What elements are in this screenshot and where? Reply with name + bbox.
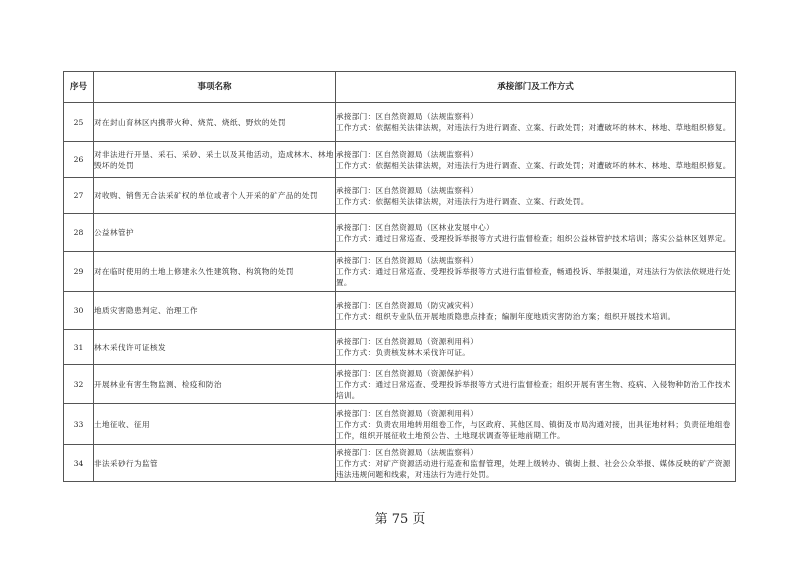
table-row [64,404,736,445]
row-number: 25 [64,103,94,142]
table-row [64,252,736,292]
matter-name: 对在封山育林区内携带火种、烧荒、烧纸、野炊的处罚 [94,103,336,142]
matter-name: 土地征收、征用 [94,404,336,445]
dept-method [336,445,736,482]
dept-method [336,252,736,292]
row-number: 33 [64,404,94,445]
page-number: 第 75 页 [374,512,426,527]
matter-name: 开展林业有害生物监测、检疫和防治 [94,365,336,404]
row-number: 27 [64,178,94,214]
table-row [64,103,736,142]
dept-text: 承接部门：区自然资源局（资源保护科） [336,368,479,378]
dept-method [336,178,736,214]
table-row [64,292,736,330]
header-dept: 承接部门及工作方式 [336,72,736,103]
method-text: 工作方式：依据相关法律法规，对违法行为进行调查、立案、行政处罚。 [336,196,589,206]
matter-name: 非法采砂行为监管 [94,445,336,482]
dept-method [336,292,736,330]
matter-name: 地质灾害隐患判定、治理工作 [94,292,336,330]
dept-method [336,404,736,445]
row-number: 28 [64,214,94,252]
table-header-row [64,72,736,103]
row-number: 34 [64,445,94,482]
method-text: 工作方式：组织专业队伍开展地质隐患点排查；编制年度地质灾害防治方案；组织开展技术培训。 [336,311,676,321]
table-row [64,142,736,178]
header-name: 事项名称 [94,72,336,103]
matter-name: 对非法进行开垦、采石、采砂、采土以及其他活动，造成林木、林地毁坏的处罚 [94,142,336,178]
dept-method [336,330,736,365]
dept-text: 承接部门：区自然资源局（区林业发展中心） [336,222,494,232]
matter-name: 对在临时使用的土地上修建永久性建筑物、构筑物的处罚 [94,252,336,292]
dept-text: 承接部门：区自然资源局（法规监察科） [336,112,479,121]
table-row [64,214,736,252]
dept-text: 承接部门：区自然资源局（法规监察科） [336,256,479,265]
dept-text: 承接部门：区自然资源局（防灾减灾科） [336,300,479,310]
method-text: 工作方式：依据相关法律法规，对违法行为进行调查、立案、行政处罚；对遭破坏的林木、林地、草地组织修复。 [336,123,731,132]
matter-name: 林木采伐许可证核发 [94,330,336,365]
dept-text: 承接部门：区自然资源局（法规监察科） [336,149,479,159]
dept-method [336,214,736,252]
row-number: 26 [64,142,94,178]
table-row [64,365,736,404]
dept-text: 承接部门：区自然资源局（法规监察科） [336,447,479,457]
method-text: 工作方式：负责农用地转用组卷工作，与区政府、其他区局、镇街及市局沟通对接，出具征地材料；负责征地组卷工作，组织开展征收土地预公告、土地现状调查等征地前期工作。 [336,419,731,440]
table-row [64,330,736,365]
row-number: 29 [64,252,94,292]
method-text: 工作方式：对矿产资源活动进行巡查和监督管理，处理上级转办、镇街上报、社会公众举报、媒体反映的矿产资源违法违规问题和线索，对违法行为进行处罚。 [336,458,731,479]
method-text: 工作方式：通过日常巡查、受理投诉举报等方式进行监督检查；组织开展有害生物、疫病、入侵物种防治工作技术培训。 [336,379,731,400]
table-row [64,178,736,214]
dept-text: 承接部门：区自然资源局（资源利用科） [336,337,479,346]
matters-table [63,71,736,482]
row-number: 30 [64,292,94,330]
dept-method [336,103,736,142]
dept-method [336,365,736,404]
dept-method [336,142,736,178]
row-number: 32 [64,365,94,404]
matter-name: 对收购、销售无合法采矿权的单位或者个人开采的矿产品的处罚 [94,178,336,214]
table-row [64,445,736,482]
matter-name: 公益林管护 [94,214,336,252]
method-text: 工作方式：依据相关法律法规，对违法行为进行调查、立案、行政处罚；对遭破坏的林木、林地、草地组织修复。 [336,160,731,170]
row-number: 31 [64,330,94,365]
dept-text: 承接部门：区自然资源局（法规监察科） [336,185,479,195]
dept-text: 承接部门：区自然资源局（资源利用科） [336,408,479,418]
method-text: 工作方式：负责核发林木采伐许可证。 [336,348,471,357]
method-text: 工作方式：通过日常巡查、受理投诉举报等方式进行监督检查，畅通投诉、举报渠道，对违法行为依法依规进行处置。 [336,267,731,287]
method-text: 工作方式：通过日常巡查、受理投诉举报等方式进行监督检查；组织公益林管护技术培训；落实公益林区划界定。 [336,233,731,243]
header-no: 序号 [64,72,94,103]
